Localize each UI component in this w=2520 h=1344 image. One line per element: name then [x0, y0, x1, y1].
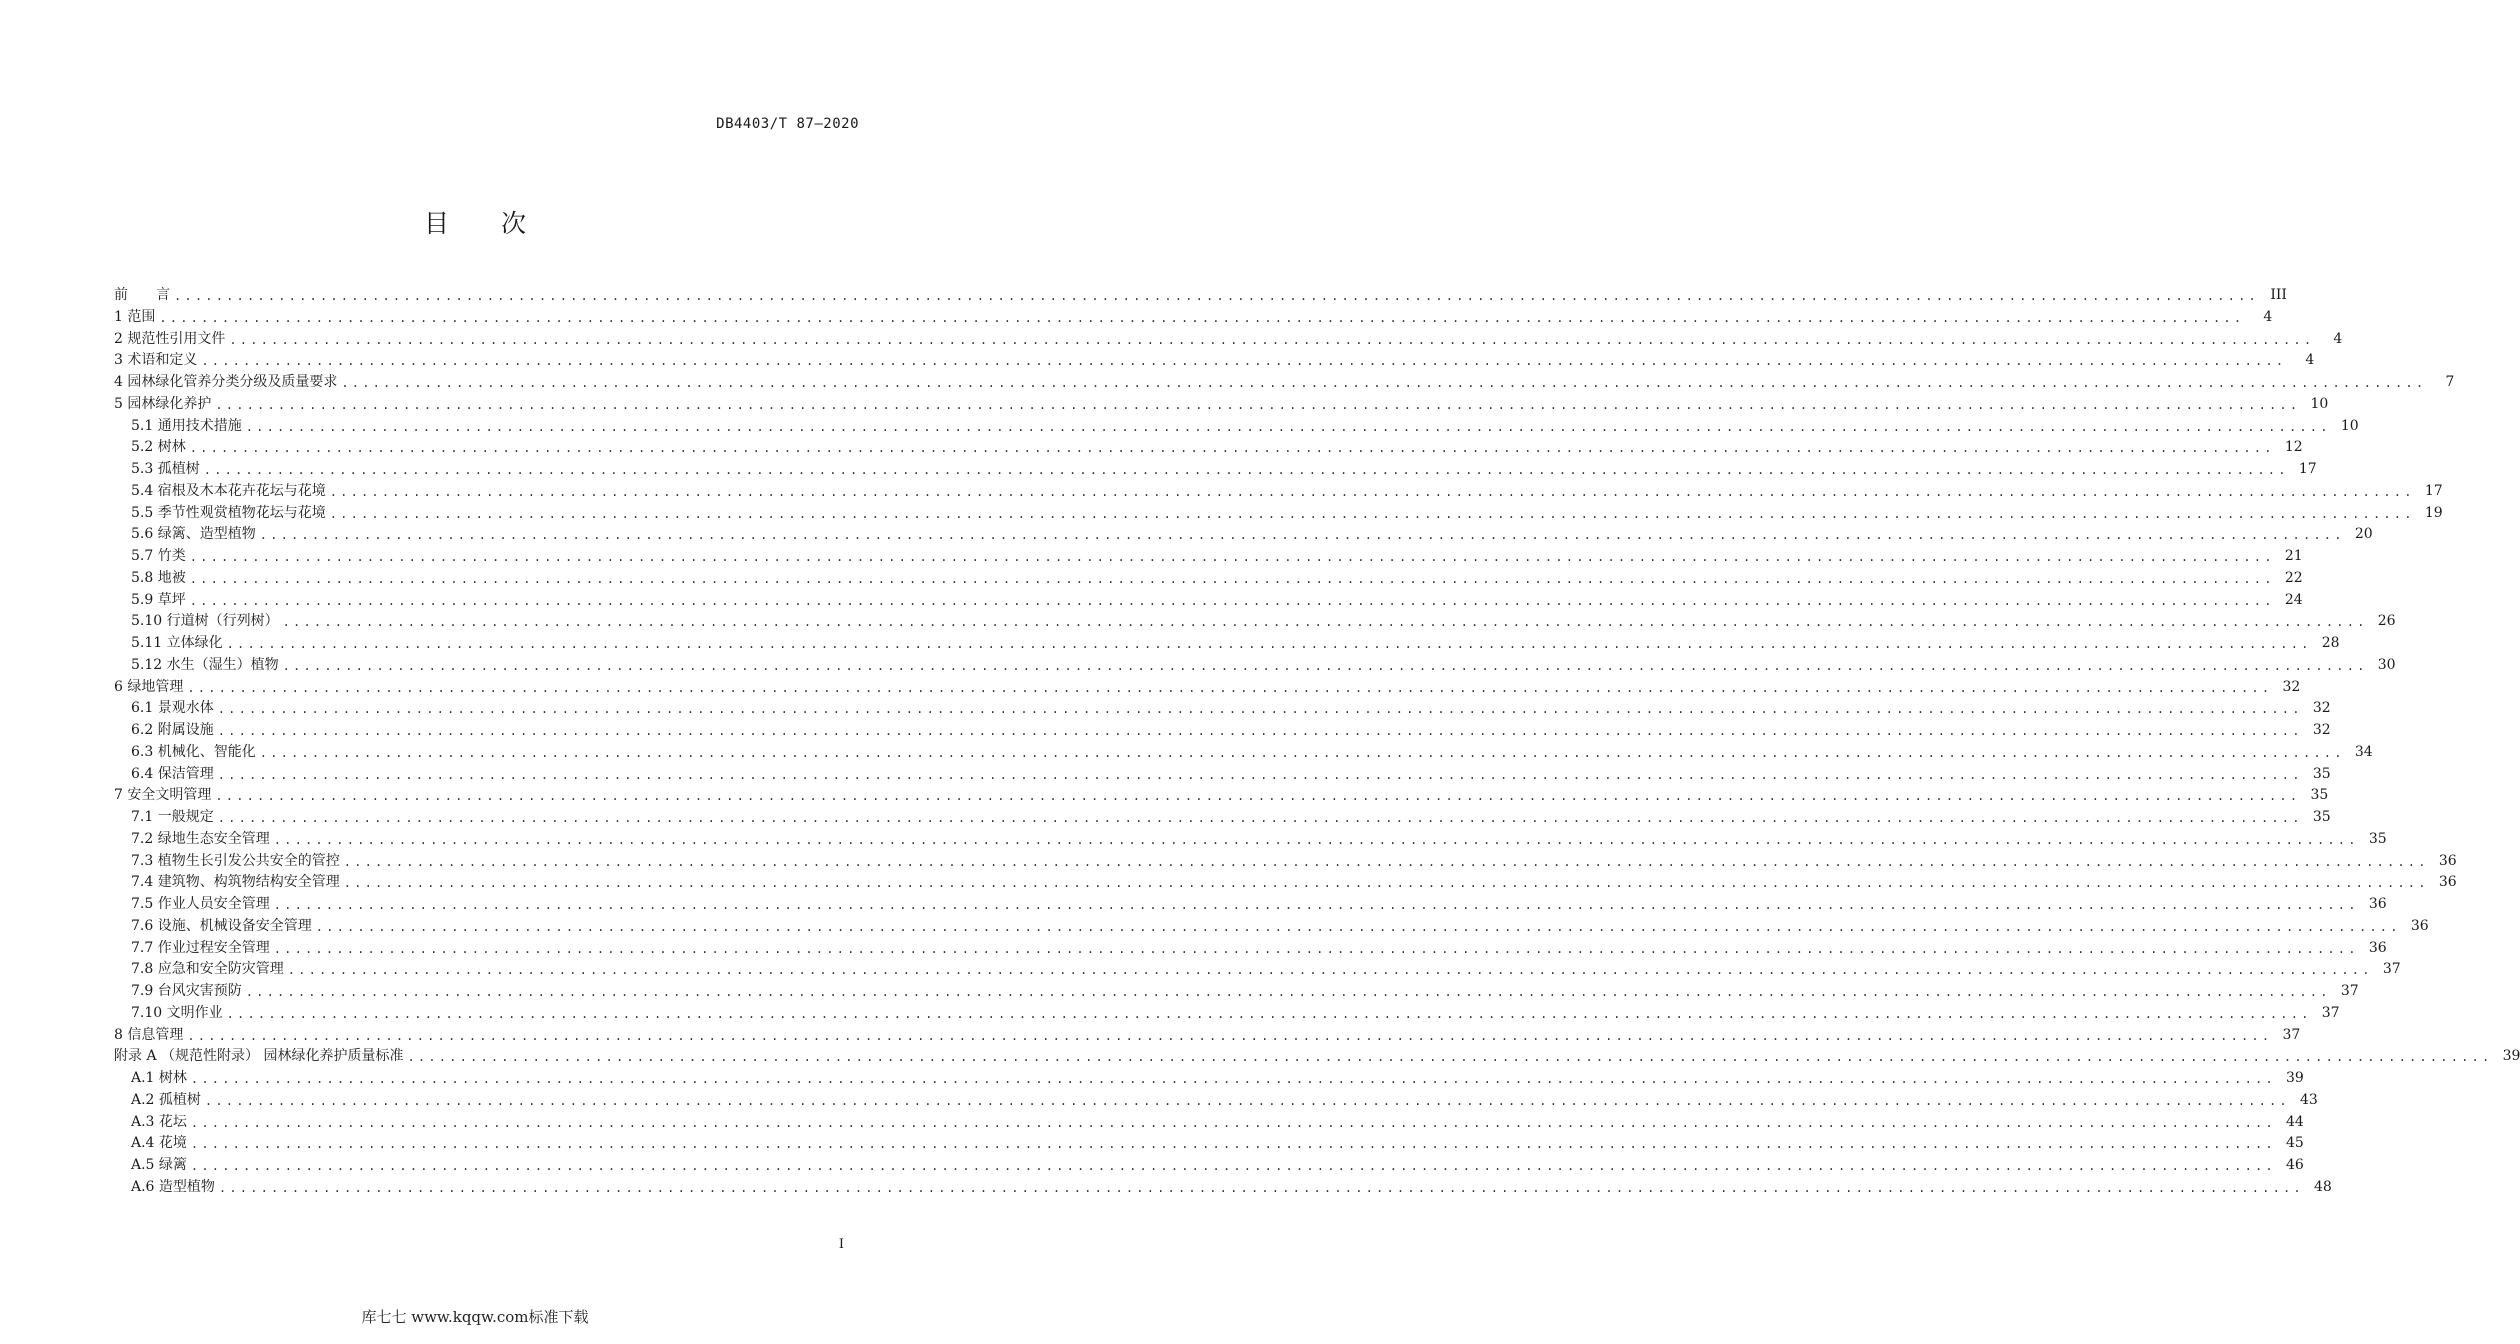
toc-entry[interactable]	[114, 306, 2273, 326]
dot-leader: ........................................................................................................................................................................................................	[315, 919, 2401, 934]
toc-entry-page: 37	[2282, 1026, 2301, 1043]
dot-leader: ........................................................................................................................................................................................................	[343, 854, 2429, 869]
dot-leader: ........................................................................................................................................................................................................	[203, 463, 2289, 477]
toc-entry-label: 7.3 植物生长引发公共安全的管控	[131, 852, 340, 869]
toc-entry-label: 7.10 文明作业	[131, 1004, 223, 1021]
document-id: DB4403/T 87—2020	[716, 116, 859, 132]
toc-entry[interactable]	[131, 480, 2443, 500]
toc-entry-page: 36	[2368, 939, 2387, 956]
toc-entry-page: 4	[2305, 352, 2315, 369]
dot-leader: ........................................................................................................................................................................................................	[329, 506, 2415, 521]
toc-entry[interactable]	[131, 1111, 2304, 1131]
toc-entry-page: 17	[2424, 482, 2443, 499]
toc-entry-label: 5.2 树林	[131, 439, 186, 456]
toc-entry-label: 7.4 建筑物、构筑物结构安全管理	[131, 874, 340, 891]
toc-entry-label: 2 规范性引用文件	[114, 330, 226, 347]
dot-leader: ........................................................................................................................................................................................................	[343, 876, 2429, 891]
toc-entry-label: 前 言	[114, 287, 170, 303]
toc-entry[interactable]	[131, 567, 2303, 587]
dot-leader: ........................................................................................................................................................................................................	[218, 1180, 2304, 1195]
toc-entry-page: 36	[2438, 852, 2457, 869]
toc-entry-label: 5.11 立体绿化	[131, 635, 223, 651]
dot-leader: ........................................................................................................................................................................................................	[217, 702, 2303, 717]
dot-leader: ........................................................................................................................................................................................................	[245, 985, 2331, 999]
toc-entry-page: 34	[2354, 743, 2373, 760]
toc-entry-label: 7 安全文明管理	[114, 787, 212, 804]
toc-entry[interactable]	[131, 828, 2387, 848]
toc-entry-label: 5.3 孤植树	[131, 461, 200, 477]
toc-entry-label: 8 信息管理	[114, 1026, 184, 1043]
toc-entry-page: 35	[2310, 787, 2329, 804]
dot-leader: ........................................................................................................................................................................................................	[159, 310, 2245, 325]
toc-entry-label: 5.1 通用技术措施	[131, 417, 242, 434]
toc-entry-label: 5.9 草坪	[131, 591, 186, 608]
toc-entry-label: 7.1 一般规定	[131, 809, 214, 825]
toc-entry[interactable]	[131, 1067, 2304, 1087]
dot-leader: ........................................................................................................................................................................................................	[273, 898, 2359, 912]
dot-leader: ........................................................................................................................................................................................................	[190, 1115, 2276, 1130]
dot-leader: ........................................................................................................................................................................................................	[341, 376, 2427, 390]
toc-entry-label: 3 术语和定义	[114, 352, 198, 369]
toc-entry[interactable]	[131, 719, 2331, 739]
page-title: 目 次	[424, 209, 548, 238]
toc-entry-label: 附录 A （规范性附录） 园林绿化养护质量标准	[114, 1048, 404, 1065]
toc-entry[interactable]	[131, 937, 2387, 957]
toc-entry[interactable]	[131, 1176, 2332, 1196]
toc-entry-page: 10	[2310, 395, 2329, 412]
toc-entry-page: 4	[2333, 330, 2343, 347]
toc-entry-page: 43	[2300, 1091, 2318, 1108]
dot-leader: ........................................................................................................................................................................................................	[187, 680, 2273, 695]
toc-entry-page: 32	[2282, 678, 2301, 695]
toc-entry-label: 7.6 设施、机械设备安全管理	[131, 917, 312, 934]
toc-entry-label: 6.3 机械化、智能化	[131, 743, 256, 760]
toc-entry[interactable]	[131, 1002, 2340, 1022]
toc-entry-page: 32	[2312, 722, 2331, 738]
toc-entry-page: 39	[2286, 1070, 2304, 1086]
toc-entry-label: 6.4 保洁管理	[131, 765, 214, 782]
toc-entry[interactable]	[131, 850, 2457, 870]
toc-entry-label: A.2 孤植树	[131, 1091, 201, 1108]
toc-entry[interactable]	[131, 980, 2359, 1000]
toc-entry-label: 5.7 竹类	[131, 548, 186, 564]
toc-entry-page: 7	[2445, 374, 2455, 390]
toc-entry-label: 5.6 绿篱、造型植物	[131, 526, 256, 543]
toc-entry-page: 45	[2286, 1135, 2304, 1152]
dot-leader: ........................................................................................................................................................................................................	[217, 724, 2303, 738]
toc-entry[interactable]	[114, 284, 2287, 304]
toc-entry-page: 48	[2314, 1178, 2332, 1195]
toc-entry[interactable]	[114, 1024, 2301, 1044]
toc-entry[interactable]	[131, 610, 2396, 630]
dot-leader: ........................................................................................................................................................................................................	[407, 1050, 2493, 1065]
dot-leader: ........................................................................................................................................................................................................	[226, 1006, 2312, 1021]
dot-leader: ........................................................................................................................................................................................................	[187, 1028, 2273, 1043]
dot-leader: ........................................................................................................................................................................................................	[282, 658, 2368, 673]
toc-entry[interactable]	[114, 393, 2329, 413]
toc-entry-page: 30	[2377, 656, 2396, 673]
toc-entry[interactable]	[131, 502, 2443, 522]
toc-entry-label: 6.2 附属设施	[131, 722, 214, 738]
toc-entry[interactable]	[131, 1154, 2304, 1174]
dot-leader: ........................................................................................................................................................................................................	[287, 963, 2373, 978]
toc-entry-label: A.3 花坛	[131, 1113, 187, 1130]
toc-entry-page: III	[2270, 287, 2287, 303]
toc-entry[interactable]	[131, 589, 2303, 609]
toc-entry-label: A.1 树林	[131, 1070, 187, 1086]
toc-entry-page: 44	[2286, 1113, 2304, 1130]
dot-leader: ........................................................................................................................................................................................................	[259, 528, 2345, 543]
toc-entry-label: 7.7 作业过程安全管理	[131, 939, 270, 956]
toc-entry[interactable]	[131, 697, 2331, 717]
toc-entry-page: 46	[2286, 1157, 2304, 1173]
dot-leader: ........................................................................................................................................................................................................	[174, 289, 2259, 303]
toc-entry-page: 10	[2340, 417, 2359, 434]
toc-entry-label: 5.4 宿根及木本花卉花坛与花境	[131, 482, 326, 499]
toc-entry-page: 32	[2312, 700, 2331, 717]
dot-leader: ........................................................................................................................................................................................................	[201, 354, 2287, 369]
dot-leader: ........................................................................................................................................................................................................	[282, 615, 2368, 630]
toc-entry-label: A.4 花境	[131, 1135, 187, 1152]
dot-leader: ........................................................................................................................................................................................................	[204, 1093, 2290, 1108]
dot-leader: ........................................................................................................................................................................................................	[190, 1159, 2276, 1173]
toc-entry[interactable]	[131, 871, 2457, 891]
toc-entry[interactable]	[131, 415, 2359, 435]
toc-entry-label: 5.10 行道树（行列树）	[131, 613, 279, 630]
toc-entry[interactable]	[131, 654, 2396, 674]
toc-entry-page: 37	[2321, 1004, 2340, 1021]
toc-entry-label: 6 绿地管理	[114, 678, 184, 695]
toc-entry[interactable]	[114, 1045, 2520, 1065]
toc-entry-page: 19	[2424, 504, 2443, 521]
toc-entry[interactable]	[131, 436, 2303, 456]
watermark-text: 库七七 www.kqqw.com标准下载	[361, 1308, 589, 1326]
toc-entry-page: 35	[2368, 830, 2387, 847]
toc-entry-page: 12	[2284, 439, 2303, 456]
dot-leader: ........................................................................................................................................................................................................	[329, 484, 2415, 499]
toc-entry[interactable]	[131, 741, 2373, 761]
toc-entry-label: 7.8 应急和安全防灾管理	[131, 961, 284, 978]
toc-entry-page: 37	[2382, 961, 2401, 978]
toc-entry-label: 5.12 水生（湿生）植物	[131, 656, 279, 673]
toc-entry[interactable]	[114, 328, 2343, 348]
page-number: I	[838, 1237, 844, 1252]
toc-entry-label: 5.5 季节性观赏植物花坛与花境	[131, 504, 326, 521]
dot-leader: ........................................................................................................................................................................................................	[189, 593, 2275, 608]
dot-leader: ........................................................................................................................................................................................................	[217, 767, 2303, 782]
toc-entry[interactable]	[131, 632, 2340, 652]
toc-entry-page: 36	[2438, 874, 2457, 891]
toc-entry[interactable]	[131, 1132, 2304, 1152]
toc-entry-label: 1 范围	[114, 308, 156, 325]
toc-entry-label: A.5 绿篱	[131, 1157, 187, 1173]
dot-leader: ........................................................................................................................................................................................................	[259, 745, 2345, 760]
toc-entry[interactable]	[131, 545, 2303, 565]
toc-entry-label: A.6 造型植物	[131, 1178, 215, 1195]
dot-leader: ........................................................................................................................................................................................................	[189, 550, 2275, 564]
toc-entry[interactable]	[114, 676, 2301, 696]
toc-entry-page: 39	[2502, 1048, 2520, 1065]
dot-leader: ........................................................................................................................................................................................................	[190, 1072, 2276, 1086]
toc-entry-page: 24	[2284, 591, 2303, 608]
toc-entry-page: 28	[2321, 635, 2340, 651]
toc-entry[interactable]	[131, 763, 2331, 783]
dot-leader: ........................................................................................................................................................................................................	[226, 637, 2312, 651]
dot-leader: ........................................................................................................................................................................................................	[273, 832, 2359, 847]
toc-entry-label: 4 园林绿化管养分类分级及质量要求	[114, 374, 338, 390]
dot-leader: ........................................................................................................................................................................................................	[215, 789, 2301, 804]
toc-entry-page: 37	[2340, 983, 2359, 999]
toc-entry-page: 36	[2410, 917, 2429, 934]
toc-entry[interactable]	[131, 523, 2373, 543]
dot-leader: ........................................................................................................................................................................................................	[229, 332, 2315, 347]
toc-entry-page: 35	[2312, 765, 2331, 782]
toc-entry-page: 26	[2377, 613, 2396, 630]
toc-entry[interactable]	[114, 784, 2329, 804]
toc-entry-label: 6.1 景观水体	[131, 700, 214, 717]
dot-leader: ........................................................................................................................................................................................................	[245, 419, 2331, 434]
dot-leader: ........................................................................................................................................................................................................	[273, 941, 2359, 956]
dot-leader: ........................................................................................................................................................................................................	[215, 397, 2301, 412]
toc-entry-label: 5 园林绿化养护	[114, 395, 212, 412]
toc-entry[interactable]	[114, 371, 2455, 391]
toc-entry[interactable]	[131, 458, 2317, 478]
toc-entry-page: 22	[2284, 569, 2303, 586]
dot-leader: ........................................................................................................................................................................................................	[189, 571, 2275, 586]
toc-entry-page: 17	[2298, 461, 2317, 477]
toc-entry-label: 5.8 地被	[131, 569, 186, 586]
dot-leader: ........................................................................................................................................................................................................	[189, 441, 2275, 456]
toc-entry-page: 36	[2368, 896, 2387, 912]
dot-leader: ........................................................................................................................................................................................................	[217, 811, 2303, 825]
toc-entry-label: 7.9 台风灾害预防	[131, 983, 242, 999]
toc-entry-page: 20	[2354, 526, 2373, 543]
toc-entry-label: 7.2 绿地生态安全管理	[131, 830, 270, 847]
toc-entry-page: 4	[2263, 308, 2273, 325]
toc-entry[interactable]	[114, 349, 2315, 369]
toc-entry[interactable]	[131, 806, 2331, 826]
toc-entry[interactable]	[131, 958, 2401, 978]
toc-entry[interactable]	[131, 915, 2429, 935]
toc-entry[interactable]	[131, 1089, 2318, 1109]
toc-entry-page: 35	[2312, 809, 2331, 825]
dot-leader: ........................................................................................................................................................................................................	[190, 1137, 2276, 1152]
toc-entry-label: 7.5 作业人员安全管理	[131, 896, 270, 912]
toc-entry-page: 21	[2284, 548, 2303, 564]
toc-entry[interactable]	[131, 893, 2387, 913]
